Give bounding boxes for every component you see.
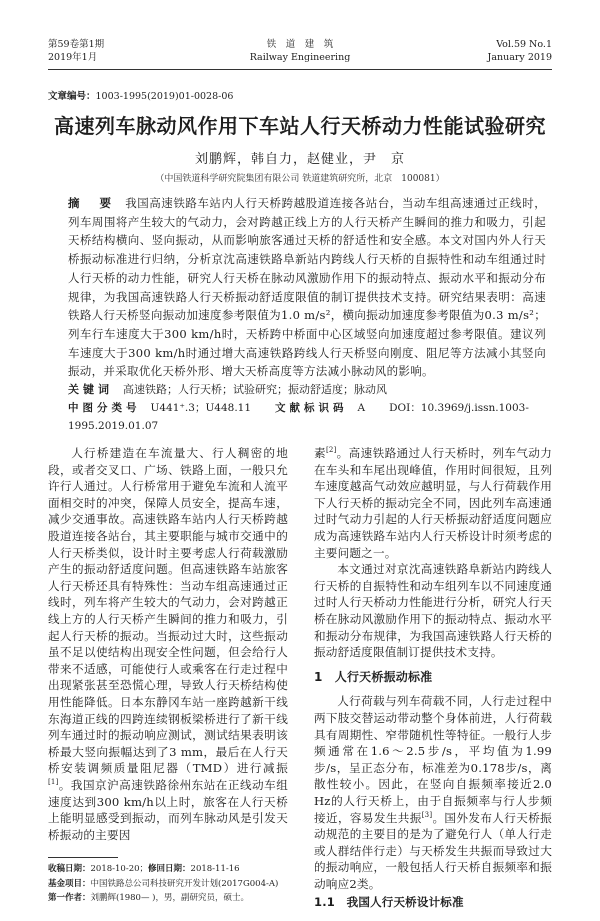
doi: DOI：10.3969/j.issn.1003-1995.2019.01.07 bbox=[68, 402, 529, 433]
journal-en: Railway Engineering bbox=[249, 52, 351, 63]
paragraph: 本文通过对京沈高速铁路阜新站内跨线人行天桥的自振特性和动车组列车以不同速度通过时人行天桥动力性能进行分析，研究人行天桥在脉动风激励作用下的振动特点、振动水平和振动分布规律，为我国高速铁路人行天桥的振动舒适度限值制订提供技术支持。 bbox=[314, 562, 552, 660]
paragraph-text: 人行荷载与列车荷载不同，人行走过程中两下肢交替运动带动整个身体前进，人行荷载具有周期性、窄带随机性等特征。一般行人步频通常在1.6～2.5步/s，平均值为1.99步/s，呈正态分布，标准差为0.178步/s，离散性较小。因此，在竖向自振频率接近2.0 Hz的人行天桥上，由于自振频率与行人步频接近，容易发生共振 bbox=[314, 694, 552, 825]
citation: [2] bbox=[325, 446, 337, 455]
section-heading: 1 人行天桥振动标准 bbox=[314, 669, 433, 684]
paragraph-text: 。高速铁路通过人行天桥时，列车气动力在车头和车尾出现峰值，作用时间很短，且列车速度越高气动效应越明显，与人行荷载作用下人行天桥的振动完全不同，因此列车高速通过时气动力引起的人行天桥振动舒适度问题应成为高速铁路车站内人行天桥设计时须考虑的主要问题之一。 bbox=[314, 446, 553, 560]
footnote-rule bbox=[48, 857, 118, 858]
paragraph bbox=[314, 693, 552, 892]
received-label: 收稿日期： bbox=[48, 864, 91, 875]
article-id bbox=[48, 90, 552, 103]
paragraph-text: 。国外发布人行天桥振动规范的主要目的是为了避免行人（单人行走或人群结伴行走）与天桥发生共振而导致过大的振动响应，一般包括人行天桥自振频率和振动响应2类。 bbox=[314, 810, 552, 891]
paragraph-text: 。我国京沪高速铁路徐州东站在正线动车组速度达到300 km/h以上时，旅客在人行天桥上能明显感受到振动，而列车脉动风是引发天桥振动的主要因 bbox=[48, 777, 288, 842]
article-id-label: 文章编号： bbox=[48, 91, 96, 102]
authors: 刘鹏辉，韩自力，赵健业，尹 京 bbox=[194, 152, 405, 167]
paragraph-text: 素 bbox=[314, 446, 326, 461]
author-label: 第一作者： bbox=[48, 893, 91, 904]
revised-date: 2018-11-16 bbox=[190, 864, 240, 875]
doc-code-value: A bbox=[357, 402, 366, 415]
volume-cn: 第59卷第1期 bbox=[48, 39, 105, 50]
affiliation: （中国铁道科学研究院集团有限公司 铁道建筑研究所，北京 100081） bbox=[155, 174, 445, 184]
date-en: January 2019 bbox=[487, 52, 552, 63]
footnote-dates bbox=[48, 862, 288, 877]
doc-code-label: 文献标识码 bbox=[275, 402, 348, 415]
revised-label: 修回日期： bbox=[148, 864, 191, 875]
received-date: 2018-10-20； bbox=[90, 864, 149, 875]
paragraph-text: 人行桥建造在车流量大、行人稠密的地段，或者交叉口、广场、铁路上面，一般只允许行人通过。人行桥常用于避免车流和人流平面相交时的冲突，保障人员安全，提高车速，减少交通事故。高速铁路车站内人行天桥跨越股道连接各站台，其主要职能与城市交通中的人行天桥类似，设计时主要考虑人行荷载激励产生的振动舒适度问题。但高速铁路车站旅客人行天桥还具有特殊性：当动车组高速通过正线时，列车将产生较大的气动力，会对跨越正线上方的人行天桥产生瞬间的推力和吸力，引起人行天桥的振动。当振动过大时，这些振动虽不足以使结构出现安全性问题，但会给行人带来不适感，可能使行人或乘客在行走过程中出现紧张甚至恐慌心理，导致人行天桥结构使用性能降低。日本东静冈车站一座跨越新干线东海道正线的四跨连续钢板梁桥进行了新干线列车通过时的振动响应测试，测试结果表明该桥最大竖向振幅达到了3 mm，最后在人行天桥安装调频质量阻尼器（TMD）进行减振 bbox=[48, 446, 288, 776]
author-text: 刘鹏辉(1980— )，男，副研究员，硕士。 bbox=[90, 893, 249, 904]
body-column-right bbox=[314, 445, 552, 911]
classification bbox=[68, 399, 552, 435]
citation: [1] bbox=[48, 778, 59, 787]
header-right bbox=[384, 38, 552, 64]
keywords-label: 关键词 bbox=[68, 383, 113, 397]
abstract-label: 摘 要 bbox=[68, 196, 116, 210]
date-cn: 2019年1月 bbox=[48, 52, 98, 63]
fund-label: 基金项目： bbox=[48, 878, 91, 889]
footnotes bbox=[48, 862, 288, 906]
fund-text: 中国铁路总公司科技研究开发计划(2017G004-A) bbox=[90, 878, 279, 889]
volume-en: Vol.59 No.1 bbox=[496, 39, 552, 50]
header-rule bbox=[48, 69, 552, 70]
footnote-author bbox=[48, 891, 288, 906]
keywords bbox=[68, 381, 546, 399]
clc-value: U441⁺.3；U448.11 bbox=[150, 402, 252, 415]
abstract bbox=[68, 194, 546, 381]
abstract-text: 我国高速铁路车站内人行天桥跨越股道连接各站台，当动车组高速通过正线时，列车周围将产生较大的气动力，会对跨越正线上方的人行天桥产生瞬间的推力和吸力，引起天桥结构横向、竖向振动，从而影响旅客通过天桥的舒适性和安全感。本文对国内外人行天桥振动标准进行归纳，分析京沈高速铁路阜新站内跨线人行天桥的自振特性和动车组通过时人行天桥的动力性能，研究人行天桥在脉动风激励作用下的振动特点、振动水平和振动分布规律，为我国高速铁路人行天桥振动舒适度限值的制订提供技术支持。研究结果表明：高速铁路人行天桥竖向振动加速度参考限值为1.0 m/s²，横向振动加速度参考限值为0.3 m/s²；列车行车速度大于300 km/h时，天桥跨中桥面中心区域竖向加速度超过参考限值。建议列车速度大于300 km/h时通过增大高速铁路跨线人行天桥竖向刚度、阻尼等方法减小其竖向振动，并采取优化天桥外形、增大天桥高度等方法减小脉动风的影响。 bbox=[68, 196, 547, 379]
header-center bbox=[216, 38, 384, 64]
subsection-heading: 1.1 我国人行天桥设计标准 bbox=[314, 895, 464, 910]
keywords-text: 高速铁路；人行天桥；试验研究；振动舒适度；脉动风 bbox=[123, 383, 387, 397]
clc-label: 中图分类号 bbox=[68, 402, 141, 415]
header-left bbox=[48, 38, 216, 64]
article-id-value: 1003-1995(2019)01-0028-06 bbox=[95, 91, 234, 102]
footnote-fund bbox=[48, 877, 288, 892]
body-columns bbox=[48, 445, 552, 911]
running-header bbox=[48, 38, 552, 64]
paper-title: 高速列车脉动风作用下车站人行天桥动力性能试验研究 bbox=[54, 114, 546, 138]
paragraph bbox=[314, 445, 552, 561]
journal-cn: 铁 道 建 筑 bbox=[266, 39, 334, 50]
citation: [3] bbox=[421, 810, 433, 819]
body-column-left bbox=[48, 445, 288, 906]
